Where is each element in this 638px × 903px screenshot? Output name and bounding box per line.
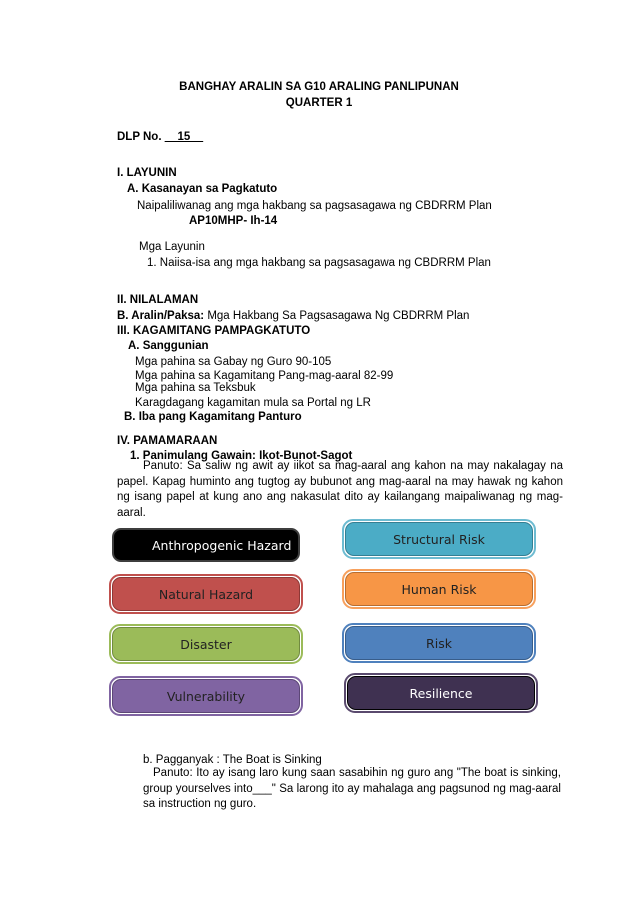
card-label: Vulnerability	[166, 688, 246, 704]
dlp-value: __15__	[164, 131, 204, 143]
card-natural-hazard	[112, 577, 300, 611]
reference-item: Mga pahina sa Kagamitang Pang-mag-aaral 82-99	[135, 370, 394, 382]
sanggunian-heading: A. Sanggunian	[128, 340, 209, 352]
card-label: Natural Hazard	[158, 586, 254, 602]
layunin-item-1: 1. Naiisa-isa ang mga hakbang sa pagsasagawa ng CBDRRM Plan	[147, 257, 491, 269]
kasanayan-text: Naipaliliwanag ang mga hakbang sa pagsasagawa ng CBDRRM Plan	[137, 200, 492, 212]
kagamitan-heading: III. KAGAMITANG PAMPAGKATUTO	[117, 325, 311, 337]
page-title: BANGHAY ARALIN SA G10 ARALING PANLIPUNAN	[179, 81, 459, 93]
gawain-instructions: Panuto: Sa saliw ng awit ay iikot sa mag-aaral ang kahon na may nakalagay na papel. Kapag huminto ang tugtog ay bubunot ang mag-aaral na may hawak ng kahon ng isang papel at kung ano ang nakasulat dito ay kailangang maipaliwanag ng mag-aaral.	[117, 460, 563, 519]
card-label: Risk	[426, 635, 452, 651]
pagganyak-instructions: Panuto: Ito ay isang laro kung saan sasabihin ng guro ang "The boat is sinking, group yourselves into___" Sa larong ito ay mahalaga ang pagsunod ng mag-aaral sa instruction ng guro.	[143, 767, 561, 810]
iba-pang-kagamitan: B. Iba pang Kagamitang Panturo	[124, 411, 302, 423]
card-anthropogenic-hazard	[112, 528, 300, 562]
card-structural-risk	[345, 522, 533, 556]
aralin-paksa	[117, 309, 469, 323]
card-resilience	[347, 676, 535, 710]
card-disaster	[112, 627, 300, 661]
card-label: Structural Risk	[393, 531, 485, 547]
layunin-heading: I. LAYUNIN	[117, 167, 177, 179]
card-human-risk	[345, 572, 533, 606]
panimulang-gawain: 1. Panimulang Gawain: Ikot-Bunot-Sagot	[130, 450, 353, 462]
nilalaman-heading: II. NILALAMAN	[117, 294, 199, 306]
card-risk	[345, 626, 533, 660]
card-label: Human Risk	[401, 581, 477, 597]
card-label: Anthropogenic Hazard	[152, 537, 292, 553]
reference-item: Mga pahina sa Gabay ng Guro 90-105	[135, 356, 332, 368]
kasanayan-heading: A. Kasanayan sa Pagkatuto	[127, 183, 278, 195]
card-label: Resilience	[409, 685, 473, 701]
reference-item: Karagdagang kagamitan mula sa Portal ng LR	[135, 397, 371, 409]
dlp-label: DLP No.	[117, 131, 165, 143]
card-label: Disaster	[180, 636, 232, 652]
quarter-label: QUARTER 1	[285, 97, 353, 109]
competency-code: AP10MHP- Ih-14	[189, 215, 278, 227]
reference-item: Mga pahina sa Teksbuk	[135, 382, 256, 394]
card-vulnerability	[112, 679, 300, 713]
aralin-value: Mga Hakbang Sa Pagsasagawa Ng CBDRRM Plan	[204, 310, 470, 322]
pamamaraan-heading: IV. PAMAMARAAN	[117, 435, 218, 447]
aralin-label: B. Aralin/Paksa:	[117, 310, 205, 322]
mga-layunin-label: Mga Layunin	[139, 241, 205, 253]
pagganyak-heading: b. Pagganyak : The Boat is Sinking	[143, 754, 322, 766]
dlp-number	[117, 130, 203, 144]
